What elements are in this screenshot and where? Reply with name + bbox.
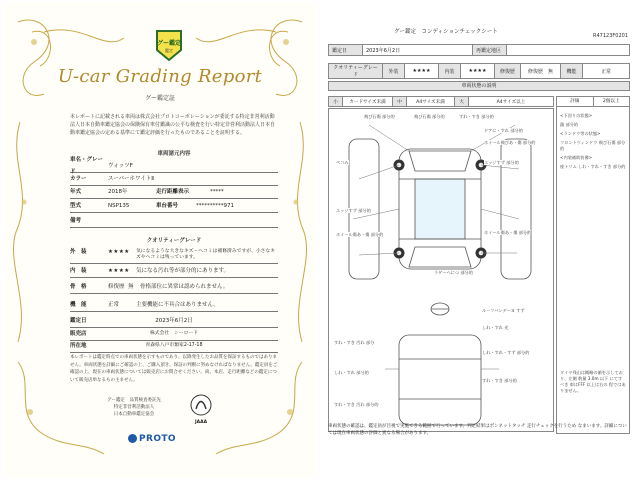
caption-dent: ペコみ: [336, 160, 349, 165]
proto-logo: PROTO: [128, 434, 176, 444]
sheet-id: R47123F0201: [593, 33, 628, 39]
caption-roof: ルーフバンデーヨ すず: [482, 308, 525, 313]
report-subtitle: グー鑑定証: [144, 95, 175, 102]
jaaa-logo: JAAA: [190, 394, 212, 424]
caption-seat-3: しれ・すれ・すず 部分的: [482, 350, 530, 355]
row-seller: 販売店 株式会社 シーロード: [70, 328, 278, 341]
meta-table: 鑑定日 2023年6月2日 再鑑定地区: [328, 44, 630, 56]
caption-edge-r: エッジすず 部分的: [484, 160, 519, 165]
caption-seat-4: しれ・すれ 部分的: [334, 370, 369, 375]
inspection-org: グー鑑定 品質検査委託先 特定非営利活動法人 日本自動車鑑定協会: [107, 398, 161, 417]
vehicle-section-title: 車両諸元内容: [157, 151, 191, 157]
evaluation-panel: 評価 2個以上 <下回りの状態> 錆 部分的 <ランドウ等の状態> フロントウィンドウ 飛び石傷 部分的 <内装補助装備> 座トリム しわ・すれ・すき 部分的 タイヤ残山は概略の値を示しており、左側 数量 3.0m 以下 にてすべき 車はFFF 以上は右の 程ではありません。: [556, 96, 630, 434]
caption-front-right: すれ・すき 部分的: [459, 114, 494, 119]
eval-item: フロントウィンドウ 飛び石傷 部分的: [560, 140, 626, 151]
eval-item: <内装補助装備>: [560, 155, 593, 160]
row-address: 所在地 青森県八戸市類家2-17-18: [70, 340, 278, 353]
size-legend: 小 カードサイズ未満 中 A4サイズ未満 大 A4サイズ以上: [328, 96, 554, 107]
sheet-footer: 車両状態の確認は、鑑定員が目視で実施できる範囲で行っています。判定結果はボンネットタッチ 走行チェックを行うため なまいます。詳細については現在車両状態の評価と異なる場合があります。: [328, 424, 627, 436]
eval-item: <ランドウ等の状態>: [560, 131, 601, 136]
goo-logo: グー鑑定 鑑定: [154, 28, 184, 62]
row-remark: 備考: [70, 214, 278, 228]
row-interior: 内 装 ★★★★ 気になる汚れ等が部分的にあります。: [70, 265, 278, 278]
caption-seat-2: すれ・すき 汚れ 部分: [334, 340, 375, 345]
eval-item: 錆 部分的: [560, 122, 579, 127]
certificate-disclaimer: 本レポートは鑑定時点での車両状態を示すものであり、以降発生したお品質を保証するものではありません。車両状態を詳細にご確認の上、ご購入頂き、保証の判断に努めなければなりません。鑑定員をご確認の上、現在の車両状態については販売店にお問合せください。尚、本店、走行距離などの鑑定について販売店単なるもの主ません。: [70, 355, 278, 383]
caption-door: ドアに・すれ 部分的: [484, 128, 523, 133]
caption-wheel-fr: ホイール飛びあ・傷 部分的: [484, 140, 536, 145]
tire-note: タイヤ残山は概略の値を示しており、左側 数量 3.0m 以下 にてすべき 車はFFF 以上は右の 程ではありません。: [560, 370, 626, 393]
report-title: U-car Grading Report: [57, 66, 263, 87]
caption-wheel-rr: ホイール傷あ・傷 部分的: [484, 230, 532, 235]
caption-luggage: ラゲーヘにつ 部分的: [434, 270, 473, 275]
caption-seat-1: しれ・すれ 光: [482, 325, 509, 330]
condition-check-sheet: [324, 20, 636, 478]
row-exterior: 外 装 ★★★★ 気になるような大きなキズ・ヘコミは補修済みですが、小さなキズやヘコミは残っています。: [70, 246, 278, 264]
certificate-statement: 本レポートに記載される車両は株式会社プロトコーポレーションが委託する特定非営利活動法人日本自動車鑑定協会の保険保有車付鑑識の公平な検査を行い特定非営利活動法人日本自動車鑑定協会の定める基準にて鑑定評価を行ったものであることを証明する。: [70, 114, 276, 136]
proto-mark-icon: [128, 434, 137, 443]
grade-table: クオリティーグレード 外装 ★★★★ 内装 ★★★★ 修復歴 修復歴 無 機能 正常: [328, 63, 630, 79]
grading-certificate: [4, 2, 316, 478]
row-model: 型式 NSP135 車台番号 **********971: [70, 200, 278, 213]
row-date: 鑑定日 2023年6月2日: [70, 315, 278, 328]
caption-front-center: 飛び石傷 部分的: [414, 114, 445, 119]
row-name: 車名・グレード ヴォッツF: [70, 160, 278, 173]
caption-wheel-rl: ホイール傷あ・傷 部分的: [336, 232, 384, 237]
row-year: 年式 2018年 走行距離表示 *****: [70, 186, 278, 199]
caption-seat-5: すれ・すき 部分的: [482, 378, 517, 383]
eval-item: 座トリム しわ・すれ・すき 部分的: [560, 164, 626, 169]
sheet-title: グー鑑定 コンディションチェックシート: [394, 29, 498, 35]
caption-seat-6: すれ・すき 汚れ 部分的: [334, 402, 379, 407]
caption-edge-l: エッジすず 部分的: [336, 208, 371, 213]
eval-item: <下回りの状態>: [560, 113, 593, 118]
row-frame: 骨 格 修復歴 無 骨格部位に異常は認められません。: [70, 281, 278, 294]
caption-front-left: 飛び石傷 部分的: [364, 114, 395, 119]
condition-head: 車両状態の説明: [328, 81, 630, 91]
grade-section-title: クオリティーグレード: [146, 238, 202, 244]
row-mechanics: 機 能 正常 主要機能に不具合はありません。: [70, 299, 278, 312]
row-color: カラー スーパーホワイトⅡ: [70, 173, 278, 186]
